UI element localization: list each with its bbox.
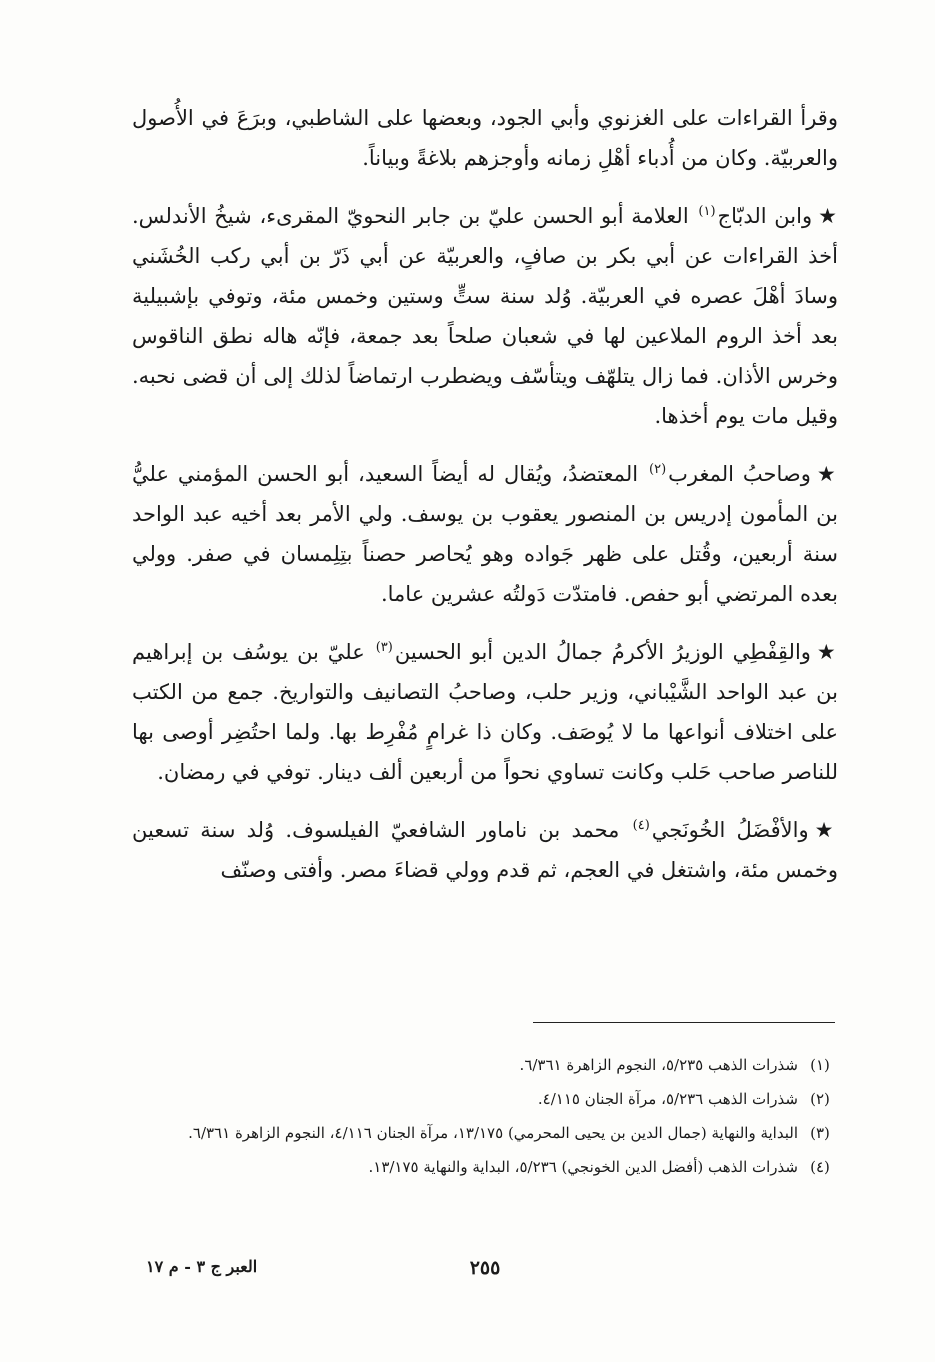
star-marker: ★	[816, 462, 838, 486]
star-marker: ★	[816, 640, 838, 664]
footnote-text: شذرات الذهب ٥/٢٣٦، مرآة الجنان ٤/١١٥.	[537, 1090, 798, 1108]
paragraph-text: وقرأ القراءات على الغزنوي وأبي الجود، وبعضها على الشاطبي، وبرَعَ في الأُصول والعربيّة. وكان من أُدباء أهْلِ زمانه وأوجزهم بلاغةً وبياناً.	[132, 106, 838, 170]
paragraph-5	[132, 810, 838, 890]
signature-mark: العبر ج ٣ - م ١٧	[146, 1257, 258, 1276]
paragraph-text: عليّ بن يوسُف بن إبراهيم بن عبد الواحد الشَّيْباني، وزير حلب، وصاحبُ التصانيف والتواريخ. جمع من الكتب على اختلاف أنواعها ما لا يُوصَف. وكان ذا غرامٍ مُفْرِط بها. ولما احتُضِر أوصى بها للناصر صاحب حَلب وكانت تساوي نحواً من أربعين ألف دينار. توفي في رمضان.	[132, 640, 838, 784]
paragraph-text: محمد بن ناماور الشافعيّ الفيلسوف. وُلد سنة تسعين وخمس مئة، واشتغل في العجم، ثم قدم وولي قضاءَ مصر. وأفتى وصنّف	[132, 818, 838, 882]
footnote-4	[132, 1152, 838, 1183]
paragraph-3	[132, 454, 838, 614]
footnote-1	[132, 1050, 838, 1081]
footnote-3	[132, 1118, 838, 1149]
paragraph-4	[132, 632, 838, 792]
footnote-number: (٤)	[810, 1158, 830, 1176]
footnote-text: شذرات الذهب ٥/٢٣٥، النجوم الزاهرة ٦/٣٦١.	[519, 1056, 798, 1074]
footnote-number: (٣)	[810, 1124, 830, 1142]
footnote-number: (١)	[810, 1056, 830, 1074]
paragraph-lead: والأفْضَلُ الخُونَجي	[651, 818, 809, 842]
star-marker: ★	[814, 818, 838, 842]
footnote-text: شذرات الذهب (أفضل الدين الخونجي) ٥/٢٣٦، البداية والنهاية ١٣/١٧٥.	[368, 1158, 798, 1176]
footnotes	[132, 1050, 838, 1186]
footnote-number: (٢)	[810, 1090, 830, 1108]
paragraph-lead: والقِفْطِي الوزيرُ الأكرمُ جمالُ الدين أبو الحسين	[394, 640, 811, 664]
paragraph-text: المعتضدُ، ويُقال له أيضاً السعيد، أبو الحسن المؤمني عليُّ بن المأمون إدريس بن المنصور يعقوب بن يوسف. ولي الأمر بعد أخيه عبد الواحد سنة أربعين، وقُتل على ظهر جَواده وهو يُحاصر حصناً بتِلِمسان في صفر. وولي بعده المرتضي أبو حفص. فامتدّت دَولتُه عشرين عاما.	[132, 462, 838, 606]
paragraph-1	[132, 98, 838, 178]
footnote-ref-2[interactable]: (٢)	[649, 462, 667, 477]
paragraph-text: العلامة أبو الحسن عليّ بن جابر النحويّ المقرىء، شيخُ الأندلس. أخذ القراءات عن أبي بكر بن صافٍ، والعربيّة عن أبي ذَرّ بن أبي ركب الخُشَني وسادَ أهْلَ عصره في العربيّة. وُلد سنة ستٍّ وستين وخمس مئة، وتوفي بإشبيلية بعد أخذ الروم الملاعين لها في شعبان صلحاً بعد جمعة، فإنّه هاله نطق الناقوس وخرس الأذان. فما زال يتلهّف ويتأسّف ويضطرب ارتماضاً لذلك إلى أن قضى نحبه. وقيل مات يوم أخذها.	[132, 204, 838, 428]
paragraph-lead: وابن الدبّاج	[717, 204, 813, 228]
page-number: ٢٥٥	[469, 1257, 501, 1279]
footnote-text: البداية والنهاية (جمال الدين بن يحيى المحرمي) ١٣/١٧٥، مرآة الجنان ٤/١١٦، النجوم الزاهرة ٦/٣٦١.	[188, 1124, 798, 1142]
footnote-2	[132, 1084, 838, 1115]
footnote-ref-4[interactable]: (٤)	[632, 818, 650, 833]
footnote-ref-3[interactable]: (٣)	[375, 640, 393, 655]
paragraph-2	[132, 196, 838, 436]
footnote-separator	[533, 1022, 835, 1023]
footnote-ref-1[interactable]: (١)	[698, 204, 716, 219]
paragraph-lead: وصاحبُ المغرب	[668, 462, 811, 486]
page-footer	[132, 1257, 838, 1287]
star-marker: ★	[818, 204, 838, 228]
main-text	[132, 98, 838, 908]
